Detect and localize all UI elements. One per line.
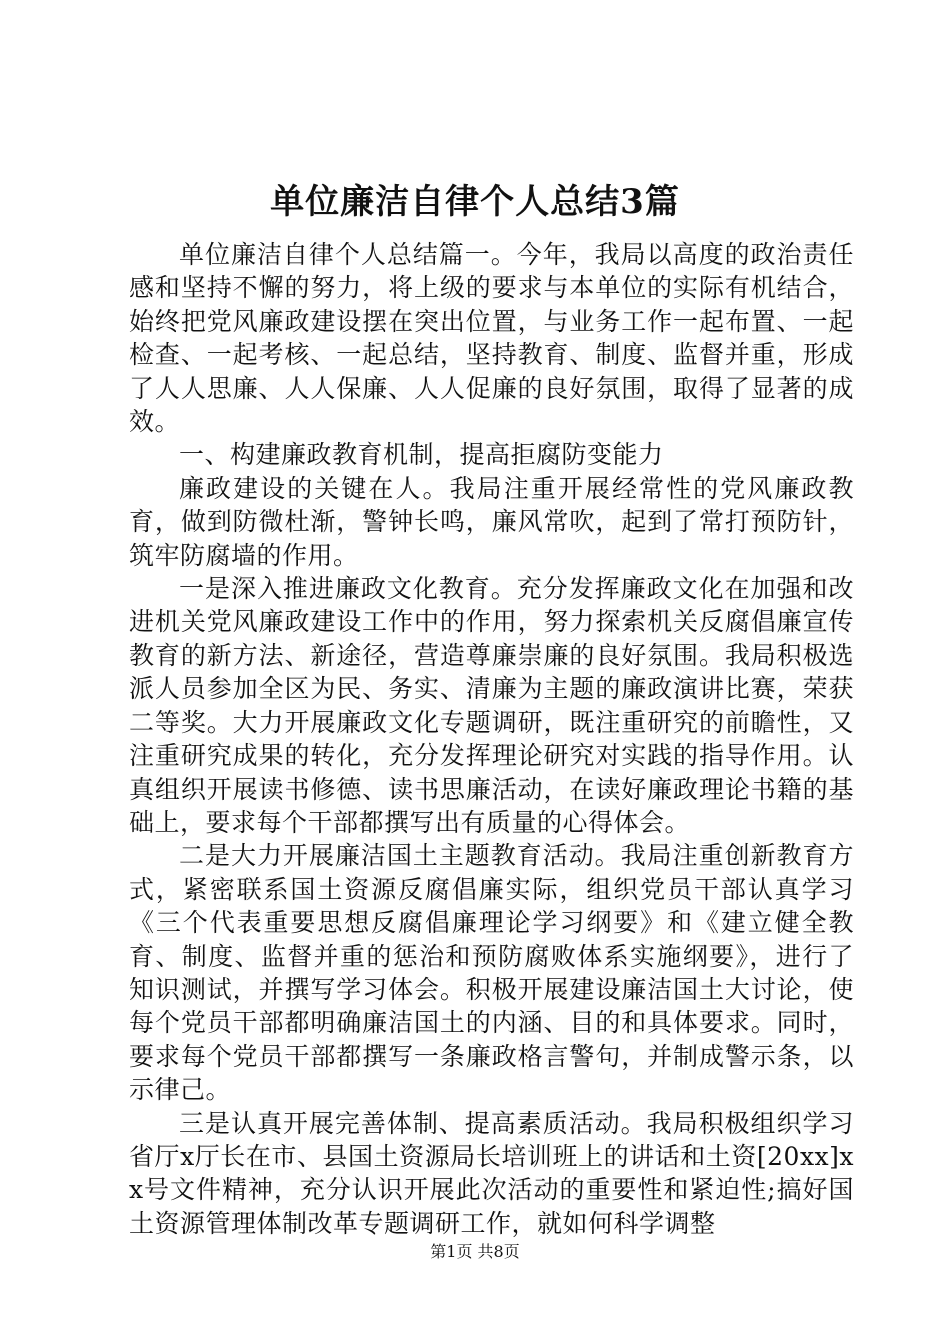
document-body	[129, 238, 854, 1240]
document-title: 单位廉洁自律个人总结3篇	[270, 182, 680, 222]
page-number-footer: 第1页 共8页	[430, 1242, 520, 1261]
paragraph-intro: 单位廉洁自律个人总结篇一。今年，我局以高度的政治责任感和坚持不懈的努力，将上级的要求与本单位的实际有机结合，始终把党风廉政建设摆在突出位置，与业务工作一起布置、一起检查、一起考核、一起总结，坚持教育、制度、监督并重，形成了人人思廉、人人保廉、人人促廉的良好氛围，取得了显著的成效。	[129, 240, 854, 437]
section-heading: 一、构建廉政教育机制，提高拒腐防变能力	[179, 440, 664, 470]
paragraph-point-two: 二是大力开展廉洁国土主题教育活动。我局注重创新教育方式，紧密联系国土资源反腐倡廉实际，组织党员干部认真学习《三个代表重要思想反腐倡廉理论学习纲要》和《建立健全教育、制度、监督并重的惩治和预防腐败体系实施纲要》，进行了知识测试，并撰写学习体会。积极开展建设廉洁国土大讨论，使每个党员干部都明确廉洁国土的内涵、目的和具体要求。同时，要求每个党员干部都撰写一条廉政格言警句，并制成警示条，以示律己。	[129, 841, 854, 1105]
paragraph-key-people: 廉政建设的关键在人。我局注重开展经常性的党风廉政教育，做到防微杜渐，警钟长鸣，廉风常吹，起到了常打预防针，筑牢防腐墙的作用。	[129, 473, 854, 570]
paragraph-point-three: 三是认真开展完善体制、提高素质活动。我局积极组织学习省厅x厅长在市、县国土资源局长培训班上的讲话和土资[20xx]xx号文件精神，充分认识开展此次活动的重要性和紧迫性;搞好国土资源管理体制改革专题调研工作，就如何科学调整	[129, 1108, 854, 1238]
paragraph-point-one: 一是深入推进廉政文化教育。充分发挥廉政文化在加强和改进机关党风廉政建设工作中的作用，努力探索机关反腐倡廉宣传教育的新方法、新途径，营造尊廉崇廉的良好氛围。我局积极选派人员参加全区为民、务实、清廉为主题的廉政演讲比赛，荣获二等奖。大力开展廉政文化专题调研，既注重研究的前瞻性，又注重研究成果的转化，充分发挥理论研究对实践的指导作用。认真组织开展读书修德、读书思廉活动，在读好廉政理论书籍的基础上，要求每个干部都撰写出有质量的心得体会。	[129, 574, 854, 837]
